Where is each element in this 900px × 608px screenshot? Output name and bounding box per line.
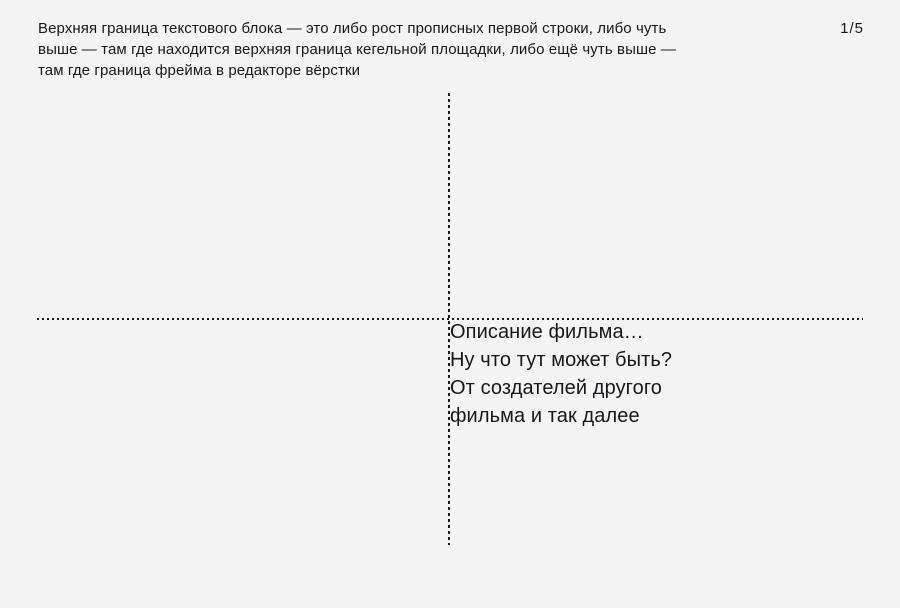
intro-paragraph bbox=[38, 18, 676, 81]
film-description-sample bbox=[450, 318, 672, 430]
description-line-3: От создателей другого bbox=[450, 377, 663, 399]
description-line-4: фильма и так далее bbox=[450, 405, 640, 427]
description-line-2: Ну что тут может быть? bbox=[450, 349, 673, 371]
intro-line-2: выше — там где находится верхняя граница кегельной площадки, либо ещё чуть выше — bbox=[38, 41, 676, 58]
intro-line-1: Верхняя граница текстового блока — это либо рост прописных первой строки, либо чуть bbox=[38, 20, 667, 37]
intro-line-3: там где граница фрейма в редакторе вёрстки bbox=[38, 62, 361, 79]
description-line-1: Описание фильма… bbox=[450, 321, 644, 343]
page-indicator: 1/5 bbox=[840, 20, 864, 37]
